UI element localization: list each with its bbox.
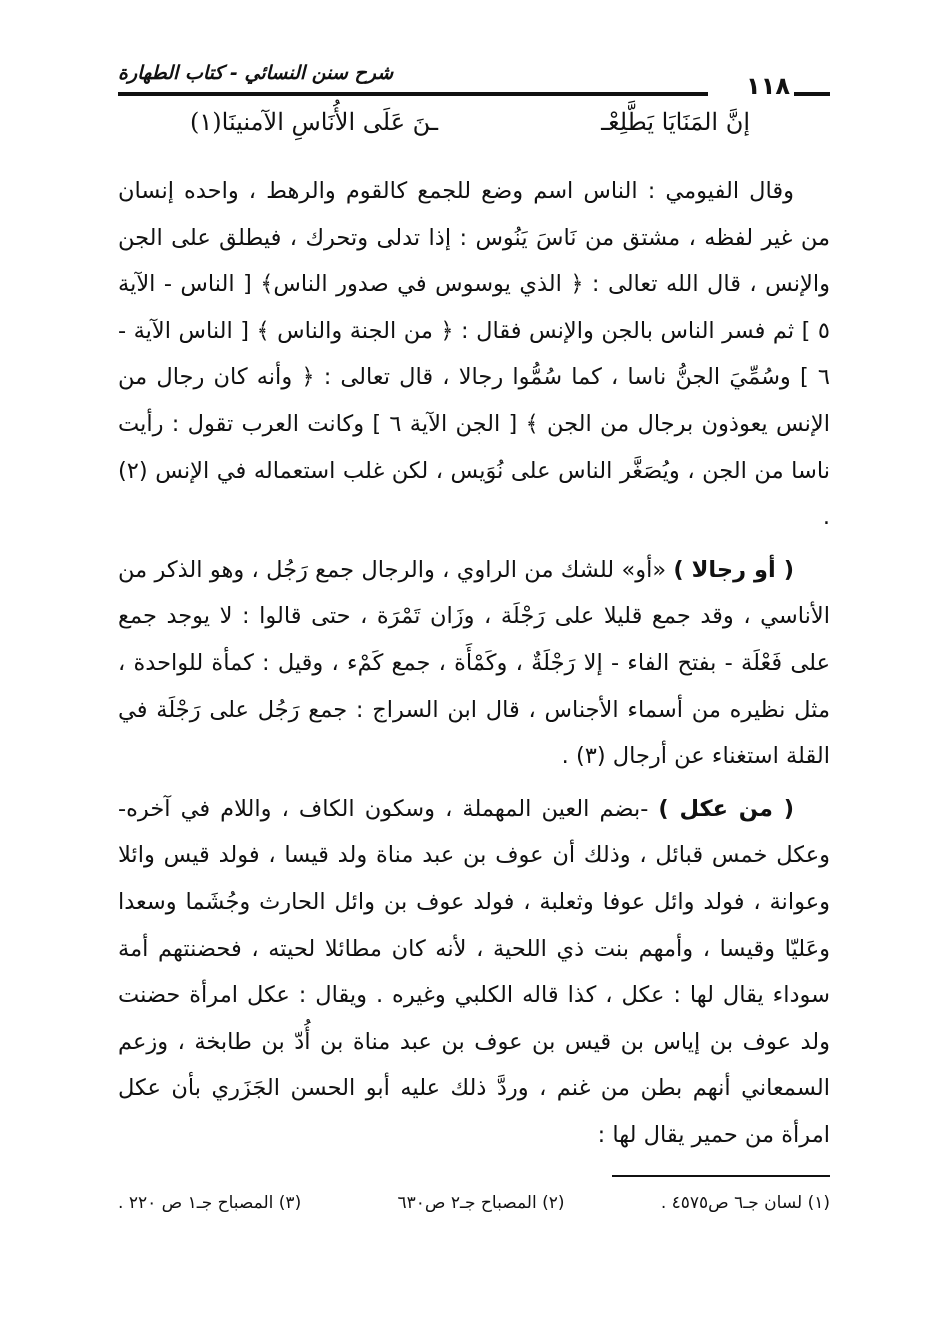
footnotes [118,1193,830,1223]
paragraph-3-lead: ( من عكل ) [658,795,794,822]
paragraph-1 [118,168,830,541]
footnote-3: (٣) المصباح جـ١ ص ٢٢٠ . [118,1193,302,1213]
paragraph-2 [118,547,830,780]
page-header [118,62,830,98]
poetry-verse [190,108,750,148]
paragraph-3 [118,786,830,1159]
running-title: شرح سنن النسائي - كتاب الطهارة [118,62,394,84]
verse-second-hemistich: ـنَ عَلَى الأُنَاسِ الآمنينَا(١) [190,108,438,136]
paragraph-3-text: -بضم العين المهملة ، وسكون الكاف ، واللام في آخره- وعكل خمس قبائل ، وذلك أن عوف بن عبد مناة ولد قيسا ، فولد قيس وائلا وعوانة ، فولد وائل عوفا وثعلبة ، فولد عوف بن وائل الحارث وجُشَما وسعدا وعَليّا وقيسا ، وأمهم بنت ذي اللحية ، لأنه كان مطائلا لحيته ، فحضنتهم أمة سوداء يقال لها : عكل ، كذا قاله الكلبي وغيره . ويقال : عكل امرأة حضنت ولد عوف بن إياس بن قيس بن عوف بن عبد مناة بن أُدّ بن طابخة ، وزعم السمعاني أنهم بطن من غنم ، وردَّ ذلك عليه أبو الحسن الجَزَري بأن عكل امرأة من حمير يقال لها : [118,795,830,1148]
footnote-divider [612,1175,830,1177]
header-rule [118,92,708,96]
header-rule-short [794,92,830,96]
verse-first-hemistich: إنَّ المَنَايَا يَطَّلِعْـ [601,108,750,136]
paragraph-1-text: وقال الفيومي : الناس اسم وضع للجمع كالقوم والرهط ، واحده إنسان من غير لفظه ، مشتق من نَاسَ يَنُوس : إذا تدلى وتحرك ، فيطلق على الجن والإنس ، قال الله تعالى : ﴿ الذي يوسوس في صدور الناس﴾ [ الناس - الآية ٥ ] ثم فسر الناس بالجن والإنس فقال : ﴿ من الجنة والناس ﴾ [ الناس الآية - ٦ ] وسُمِّيَ الجنُّ ناسا ، كما سُمُّوا رجالا ، قال تعالى : ﴿ وأنه كان رجال من الإنس يعوذون برجال من الجن ﴾ [ الجن الآية ٦ ] وكانت العرب تقول : رأيت ناسا من الجن ، ويُصَغَّر الناس على نُوَيس ، لكن غلب استعماله في الإنس (٢) . [118,178,830,531]
footnote-1: (١) لسان جـ٦ ص٤٥٧٥ . [660,1193,830,1213]
paragraph-2-lead: ( أو رجالا ) [673,556,795,583]
paragraph-2-text: «أو» للشك من الراوي ، والرجال جمع رَجُل ، وهو الذكر من الأناسي ، وقد جمع قليلا على رَجْلَة ، وزَان تَمْرَة ، حتى قالوا : لا يوجد جمع على فَعْلَة - بفتح الفاء - إلا رَجْلَةٌ ، وكَمْأَة ، جمع كَمْء ، وقيل : كمأة للواحدة ، مثل نظيره من أسماء الأجناس ، قال ابن السراج : جمع رَجُل على رَجْلَة في القلة استغناء عن أرجال (٣) . [118,556,830,770]
footnote-2: (٢) المصباح جـ٢ ص٦٣٠ [397,1193,565,1213]
page-number: ١١٨ [746,72,790,100]
main-text [118,168,830,1158]
